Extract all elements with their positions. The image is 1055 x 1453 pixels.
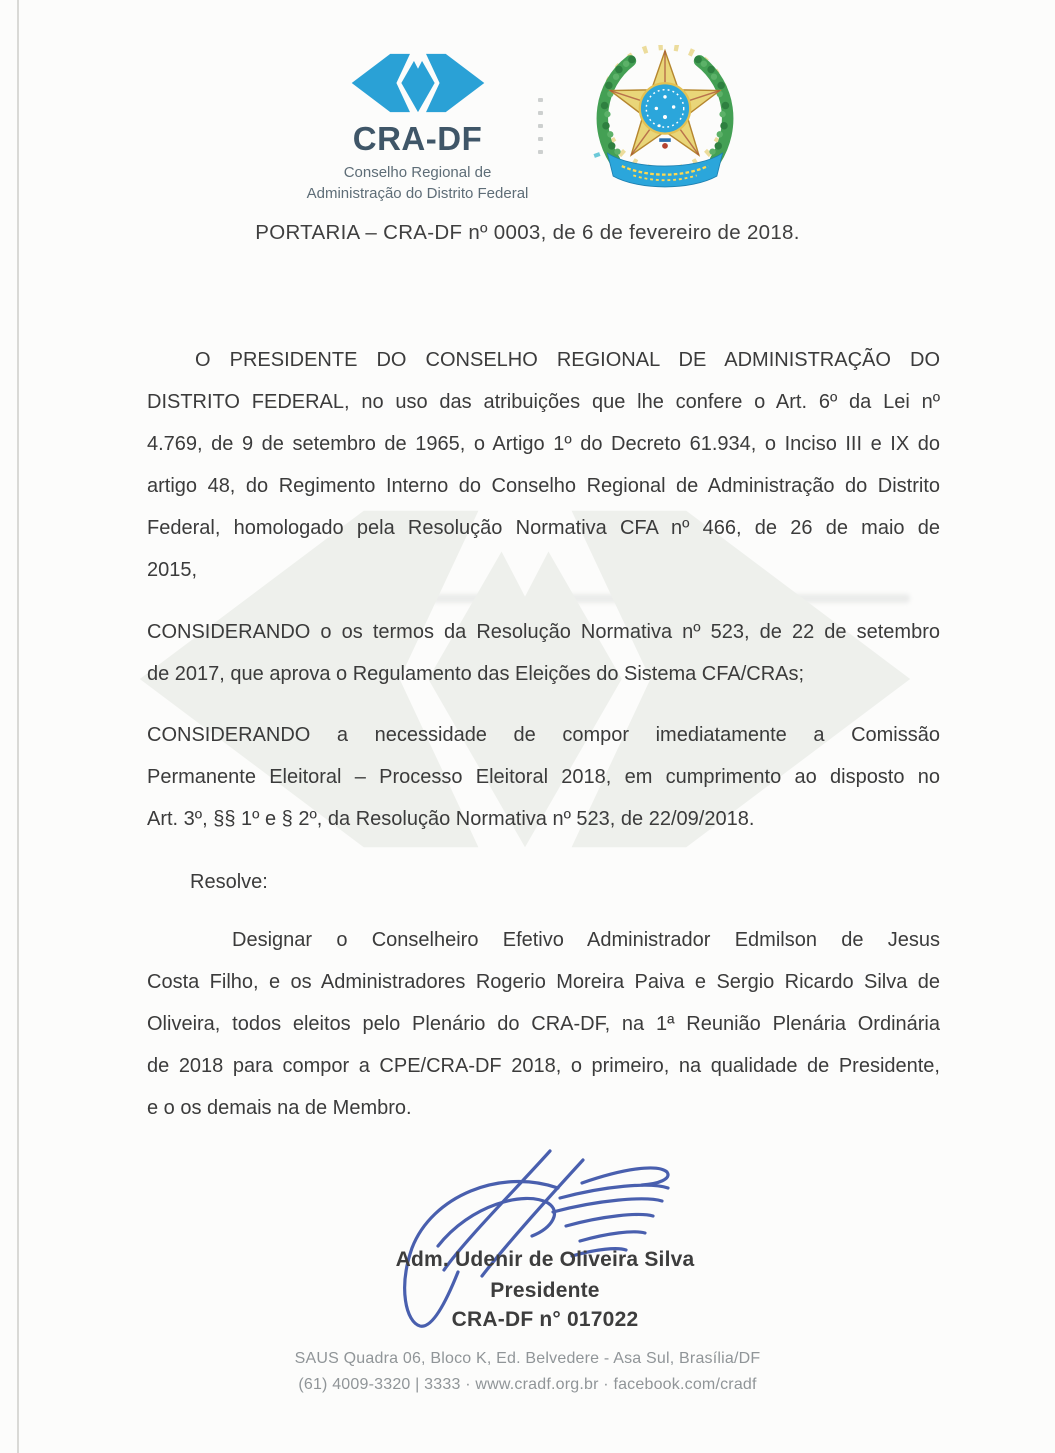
logo-acronym: CRA-DF xyxy=(352,120,483,157)
paragraph2-line: CONSIDERANDO o os termos da Resolução Normativa nº 523, de 22 de setembro xyxy=(147,621,940,643)
signer-registration: CRA-DF n° 017022 xyxy=(451,1308,639,1331)
footer-contacts: (61) 4009-3320 | 3333 · www.cradf.org.br · facebook.com/cradf xyxy=(298,1376,757,1393)
paragraph1-line: artigo 48, do Regimento Interno do Conselho Regional de Administração do Distrito xyxy=(147,475,940,497)
paragraph2-line: de 2017, que aprova o Regulamento das Eleições do Sistema CFA/CRAs; xyxy=(147,663,805,685)
scan-edge-line xyxy=(17,0,19,1453)
logo-subtitle-line2: Administração do Distrito Federal xyxy=(306,185,529,202)
paragraph3-line: CONSIDERANDO a necessidade de compor imediatamente a Comissão xyxy=(147,724,940,746)
cra-df-logo-icon xyxy=(344,52,492,114)
paragraph1-line: 2015, xyxy=(147,559,198,581)
paragraph3-line: Permanente Eleitoral – Processo Eleitoral 2018, em cumprimento ao disposto no xyxy=(147,766,940,788)
paragraph4-line: e o os demais na de Membro. xyxy=(147,1097,412,1119)
document-title: PORTARIA – CRA-DF nº 0003, de 6 de fevereiro de 2018. xyxy=(255,221,800,244)
footer-address: SAUS Quadra 06, Bloco K, Ed. Belvedere - Asa Sul, Brasília/DF xyxy=(294,1350,761,1367)
logo-subtitle-line1: Conselho Regional de xyxy=(343,164,492,181)
resolve-label: Resolve: xyxy=(190,871,268,893)
paragraph1-line: Federal, homologado pela Resolução Normativa CFA nº 466, de 26 de maio de xyxy=(147,517,940,539)
signer-name: Adm. Udenir de Oliveira Silva xyxy=(395,1248,695,1271)
paragraph4-line: de 2018 para compor a CPE/CRA-DF 2018, o primeiro, na qualidade de Presidente, xyxy=(147,1055,940,1077)
signer-role: Presidente xyxy=(490,1279,600,1302)
brazil-coat-of-arms-icon xyxy=(593,45,737,192)
paragraph4-line: Designar o Conselheiro Efetivo Administrador Edmilson de Jesus xyxy=(232,929,940,951)
paragraph4-line: Oliveira, todos eleitos pelo Plenário do CRA-DF, na 1ª Reunião Plenária Ordinária xyxy=(147,1013,940,1035)
paragraph3-line: Art. 3º, §§ 1º e § 2º, da Resolução Normativa nº 523, de 22/09/2018. xyxy=(147,808,755,830)
paragraph1-line: O PRESIDENTE DO CONSELHO REGIONAL DE ADMINISTRAÇÃO DO xyxy=(195,349,940,371)
paragraph1-line: 4.769, de 9 de setembro de 1965, o Artigo 1º do Decreto 61.934, o Inciso III e IX do xyxy=(147,433,940,455)
paragraph1-line: DISTRITO FEDERAL, no uso das atribuições que lhe confere o Art. 6º da Lei nº xyxy=(147,391,940,413)
paragraph4-line: Costa Filho, e os Administradores Rogerio Moreira Paiva e Sergio Ricardo Silva de xyxy=(147,971,940,993)
fold-marks xyxy=(538,98,543,154)
